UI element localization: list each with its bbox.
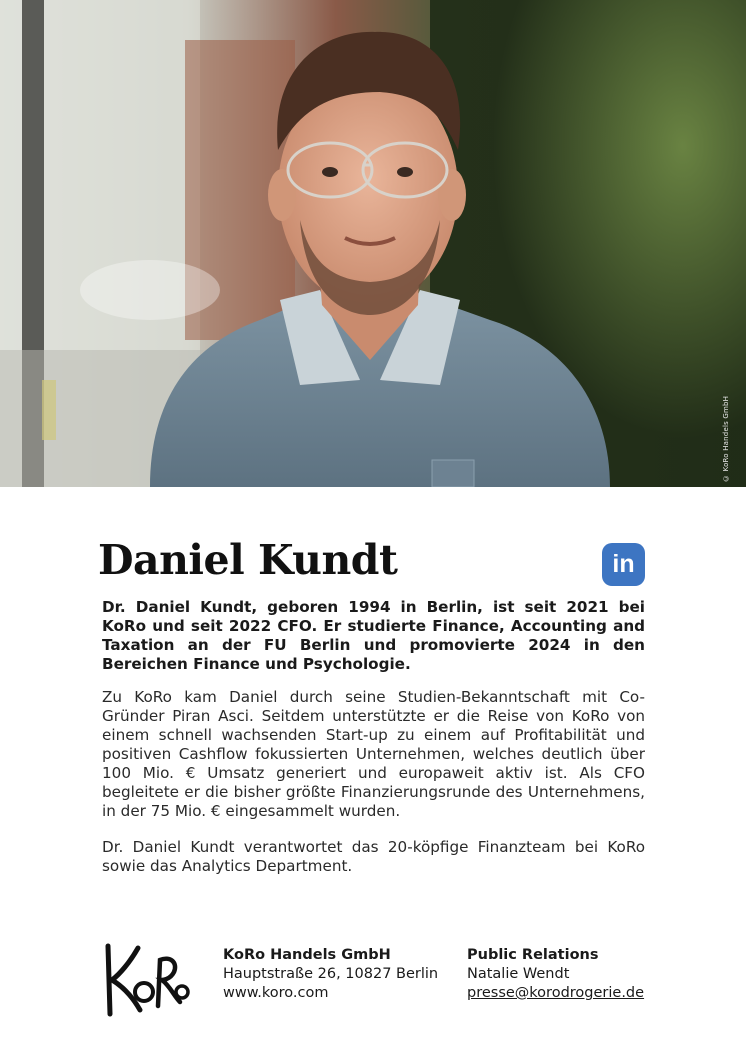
company-website[interactable]: www.koro.com: [223, 985, 329, 1001]
pr-contact-name: Natalie Wendt: [467, 966, 570, 982]
person-name: Daniel Kundt: [98, 536, 398, 584]
pr-contact: [467, 946, 644, 1003]
koro-logo: [100, 940, 192, 1020]
bio-paragraph-1: Zu KoRo kam Daniel durch seine Studien-Bekanntschaft mit Co-Gründer Piran Asci. Seitdem unterstützte er die Reise von KoRo von einem schnell wachsenden Start-up zu einem auf Profitabilität und positiven Cashflow fokussierten Unternehmen, welches deutlich über 100 Mio. € Umsatz generiert und europaweit aktiv ist. Als CFO begleitete er die bisher größte Finanzierungsrunde des Unternehmens, in der 75 Mio. € eingesammelt wurden.: [102, 688, 645, 820]
linkedin-icon[interactable]: in: [602, 543, 645, 586]
company-address: Hauptstraße 26, 10827 Berlin: [223, 966, 439, 982]
bio-paragraph-2: Dr. Daniel Kundt verantwortet das 20-köpfige Finanzteam bei KoRo sowie das Analytics Department.: [102, 838, 645, 875]
company-name: KoRo Handels GmbH: [223, 947, 391, 963]
lead-paragraph: Dr. Daniel Kundt, geboren 1994 in Berlin, ist seit 2021 bei KoRo und seit 2022 CFO. Er studierte Finance, Accounting and Taxation an der FU Berlin und promovierte 2024 in den Bereichen Finance und Psychologie.: [102, 598, 645, 673]
photo-credit: © KoRo Handels GmbH: [722, 395, 730, 482]
portrait-photo: [0, 0, 746, 487]
pr-title: Public Relations: [467, 947, 599, 963]
company-info: [223, 946, 438, 1003]
pr-email-link[interactable]: presse@korodrogerie.de: [467, 985, 645, 1001]
